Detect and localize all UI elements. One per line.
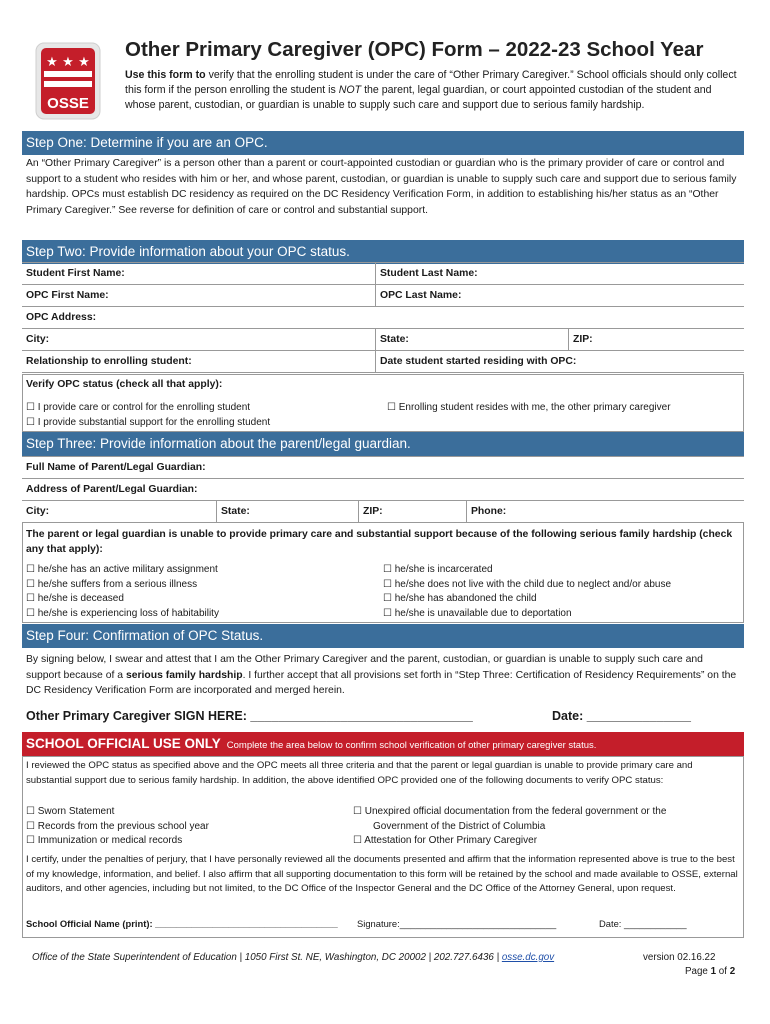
checkbox-resides-with-me[interactable]: ☐ Enrolling student resides with me, the other primary caregiver bbox=[387, 402, 671, 413]
official-review-text: I reviewed the OPC status as specified above and the OPC meets all three criteria and that the parent or legal guardian is unable to provide primary care and substantial support due to serious family hardship. In addition, the above identified OPC provided one of the following documents to verify OPC status: bbox=[26, 760, 693, 786]
verify-status-box bbox=[22, 374, 744, 432]
checkbox-deportation[interactable]: ☐ he/she is unavailable due to deportation bbox=[383, 607, 572, 619]
step-three-heading: Step Three: Provide information about the parent/legal guardian. bbox=[22, 432, 744, 456]
checkbox-sworn-statement[interactable]: ☐ Sworn Statement bbox=[26, 806, 115, 817]
opc-info-grid bbox=[22, 262, 744, 373]
relationship-field[interactable]: Relationship to enrolling student: bbox=[26, 356, 192, 367]
step-one-heading: Step One: Determine if you are an OPC. bbox=[22, 131, 744, 155]
opc-address-field[interactable]: OPC Address: bbox=[26, 312, 97, 323]
opc-city-field[interactable]: City: bbox=[26, 334, 50, 345]
verify-options-right bbox=[387, 401, 671, 416]
opc-signature-line[interactable]: Other Primary Caregiver SIGN HERE: ________________________________ bbox=[26, 709, 473, 723]
checkbox-military[interactable]: ☐ he/she has an active military assignment bbox=[26, 564, 218, 575]
student-first-name-field[interactable]: Student First Name: bbox=[26, 268, 125, 279]
svg-text:★: ★ bbox=[78, 55, 90, 70]
opc-date-line[interactable]: Date: _______________ bbox=[552, 709, 692, 723]
checkbox-neglect-abuse[interactable]: ☐ he/she does not live with the child due to neglect and/or abuse bbox=[383, 578, 672, 590]
intro-text: Use this form to verify that the enrolling student is under the care of “Other Primary Caregiver.” School officials should only collect this form if the person enrolling the student is NOT the parent, legal guardian, or court appointed custodian of the student and whose parent, custodian, or guardian is unable to supply such care and support due to serious family hardship. bbox=[125, 69, 737, 111]
logo-text: OSSE bbox=[47, 95, 89, 112]
verify-options-left bbox=[26, 401, 270, 430]
checkbox-substantial-support[interactable]: ☐ I provide substantial support for the enrolling student bbox=[26, 416, 271, 428]
verify-status-label: Verify OPC status (check all that apply): bbox=[26, 379, 223, 390]
document-options-left bbox=[26, 805, 209, 849]
checkbox-medical-records[interactable]: ☐ Immunization or medical records bbox=[26, 835, 183, 846]
step-four-text: By signing below, I swear and attest that I am the Other Primary Caregiver and the parent, custodian, or guardian is unable to supply such care and support because of a serious family hardship. I further accept that all provisions set forth in “Step Three: Certification of Residency Requirements” on the DC Residency Verification Form are incorporated and merged herein. bbox=[26, 654, 737, 696]
federal-documentation-continued: Government of the District of Columbia bbox=[353, 820, 546, 832]
official-name-line[interactable]: School Official Name (print): ___________________________________ bbox=[26, 918, 338, 929]
school-official-box bbox=[22, 756, 744, 938]
svg-text:★: ★ bbox=[46, 55, 58, 70]
osse-logo bbox=[35, 42, 101, 120]
parent-phone-field[interactable]: Phone: bbox=[466, 501, 744, 522]
hardship-options-right bbox=[383, 563, 671, 621]
checkbox-attestation[interactable]: ☐ Attestation for Other Primary Caregiver bbox=[353, 835, 538, 846]
checkbox-abandoned[interactable]: ☐ he/she has abandoned the child bbox=[383, 593, 537, 604]
opc-last-name-field[interactable]: OPC Last Name: bbox=[375, 285, 744, 306]
checkbox-school-records[interactable]: ☐ Records from the previous school year bbox=[26, 820, 209, 832]
version-text: version 02.16.22 bbox=[643, 952, 716, 963]
parent-info-grid bbox=[22, 456, 744, 523]
opc-state-field[interactable]: State: bbox=[375, 329, 568, 350]
student-last-name-field[interactable]: Student Last Name: bbox=[375, 263, 744, 284]
page-number: Page 1 of 2 bbox=[685, 966, 736, 977]
official-date-line[interactable]: Date: ____________ bbox=[599, 918, 687, 929]
hardship-options-left bbox=[26, 563, 219, 621]
checkbox-incarcerated[interactable]: ☐ he/she is incarcerated bbox=[383, 564, 493, 575]
svg-text:★: ★ bbox=[62, 55, 74, 70]
osse-link[interactable]: osse.dc.gov bbox=[501, 952, 555, 963]
document-options-right bbox=[353, 805, 666, 849]
checkbox-illness[interactable]: ☐ he/she suffers from a serious illness bbox=[26, 578, 198, 590]
step-two-heading: Step Two: Provide information about your OPC status. bbox=[22, 240, 744, 264]
step-four-heading: Step Four: Confirmation of OPC Status. bbox=[22, 624, 744, 648]
checkbox-habitability[interactable]: ☐ he/she is experiencing loss of habitability bbox=[26, 607, 219, 619]
footer-office-info: Office of the State Superintendent of Education | 1050 First St. NE, Washington, DC 20002 | 202.727.6436 | osse.dc.gov bbox=[32, 952, 555, 963]
step-one-text: An “Other Primary Caregiver” is a person other than a parent or court-appointed custodian or guardian who is the primary provider of care or control and support to a student who resides with him or her, and whose parent, custodian, or guardian is unable to supply such care and support due to serious family hardship. OPCs must establish DC residency as required on the DC Residency Verification Form, in addition to establishing his/her status as an “Other Primary Caregiver.” See reverse for definition of care or control and substantial support. bbox=[26, 158, 737, 216]
opc-zip-field[interactable]: ZIP: bbox=[568, 329, 744, 350]
opc-first-name-field[interactable]: OPC First Name: bbox=[26, 290, 109, 301]
parent-full-name-field[interactable]: Full Name of Parent/Legal Guardian: bbox=[26, 462, 206, 473]
parent-state-field[interactable]: State: bbox=[216, 501, 358, 522]
checkbox-deceased[interactable]: ☐ he/she is deceased bbox=[26, 593, 124, 604]
hardship-label: The parent or legal guardian is unable to provide primary care and substantial support because of the following serious family hardship (check any that apply): bbox=[26, 529, 733, 555]
form-title: Other Primary Caregiver (OPC) Form – 2022-23 School Year bbox=[125, 38, 704, 61]
date-residing-field[interactable]: Date student started residing with OPC: bbox=[375, 351, 744, 372]
school-official-heading: SCHOOL OFFICIAL USE ONLY Complete the area below to confirm school verification of other primary caregiver status. bbox=[22, 732, 744, 756]
official-certify-text: I certify, under the penalties of perjury, that I have personally reviewed all the documents presented and affirm that the information represented above is true to the best of my knowledge, information, and belief. I also affirm that all supporting documentation to this form will be retained by the school and made available to OSSE, external auditors, and other agencies, including but not limited, to the DC Office of the Inspector General and the DC Office of the Attorney General, upon request. bbox=[26, 854, 738, 894]
parent-city-field[interactable]: City: bbox=[26, 506, 50, 517]
checkbox-care-control[interactable]: ☐ I provide care or control for the enrolling student bbox=[26, 402, 251, 413]
parent-address-field[interactable]: Address of Parent/Legal Guardian: bbox=[26, 484, 198, 495]
checkbox-federal-documentation[interactable]: ☐ Unexpired official documentation from the federal government or the bbox=[353, 806, 667, 817]
hardship-box bbox=[22, 523, 744, 623]
parent-zip-field[interactable]: ZIP: bbox=[358, 501, 466, 522]
official-signature-line[interactable]: Signature:______________________________ bbox=[357, 918, 557, 929]
